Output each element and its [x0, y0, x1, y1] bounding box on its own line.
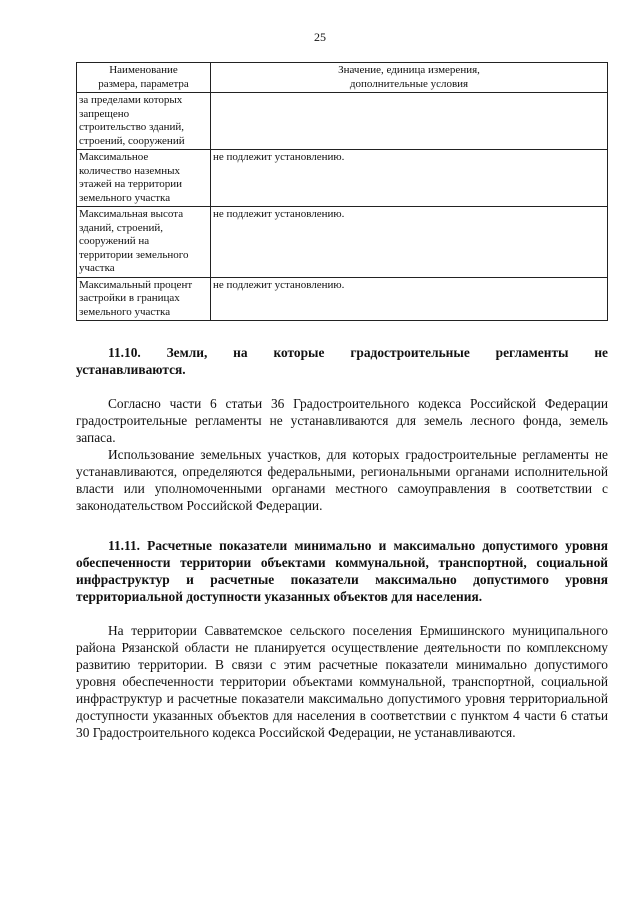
section-heading-continued: устанавливаются. — [76, 362, 186, 377]
table-row — [77, 150, 608, 207]
section-heading: 11.10. Земли, на которые градостроительные регламенты не — [108, 345, 608, 360]
table-cell-name: Максимальный процент застройки в границах земельного участка — [77, 277, 211, 321]
table-row — [77, 207, 608, 278]
page-number: 25 — [314, 30, 326, 44]
table-header-row — [77, 63, 608, 93]
section-11-11 — [76, 537, 608, 741]
table-cell-name: Максимальная высота зданий, строений, сооружений на территории земельного участка — [77, 207, 211, 278]
table-header-value: Значение, единица измерения, дополнительные условия — [211, 63, 608, 93]
section-heading: 11.11. Расчетные показатели минимально и максимально допустимого уровня обеспеченности территории объектами коммунальной, транспортной, социальной инфраструктур и расчетные показатели максимально допустимого уровня территориальной доступности указанных объектов для населения. — [76, 538, 608, 604]
table-header-name: Наименование размера, параметра — [77, 63, 211, 93]
parameters-table — [76, 62, 608, 321]
table-row — [77, 93, 608, 150]
table-cell-value — [211, 93, 608, 150]
table-cell-value: не подлежит установлению. — [211, 150, 608, 207]
table-cell-name: за пределами которых запрещено строительство зданий, строений, сооружений — [77, 93, 211, 150]
paragraph: Согласно части 6 статьи 36 Градостроительного кодекса Российской Федерации градостроительные регламенты не устанавливаются для земель лесного фонда, земель запаса. — [76, 396, 608, 445]
table-cell-value: не подлежит установлению. — [211, 207, 608, 278]
paragraph: На территории Савватемское сельского поселения Ермишинского муниципального района Рязанской области не планируется осуществление деятельности по комплексному развитию территории. В связи с этим расчетные показатели минимально допустимого уровня обеспеченности территории объектами коммунальной, транспортной, социальной инфраструктур и расчетные показатели максимально допустимого уровня территориальной доступности указанных объектов для населения в соответствии с пунктом 4 части 6 статьи 30 Градостроительного кодекса Российской Федерации, не устанавливаются. — [76, 623, 608, 740]
table-cell-name: Максимальное количество наземных этажей на территории земельного участка — [77, 150, 211, 207]
table-cell-value: не подлежит установлению. — [211, 277, 608, 321]
section-11-10 — [76, 344, 608, 514]
table-row — [77, 277, 608, 321]
paragraph: Использование земельных участков, для которых градостроительные регламенты не устанавливаются, определяются федеральными, региональными органами исполнительной власти или уполномоченными органами местного самоуправления в соответствии с законодательством Российской Федерации. — [76, 447, 608, 513]
